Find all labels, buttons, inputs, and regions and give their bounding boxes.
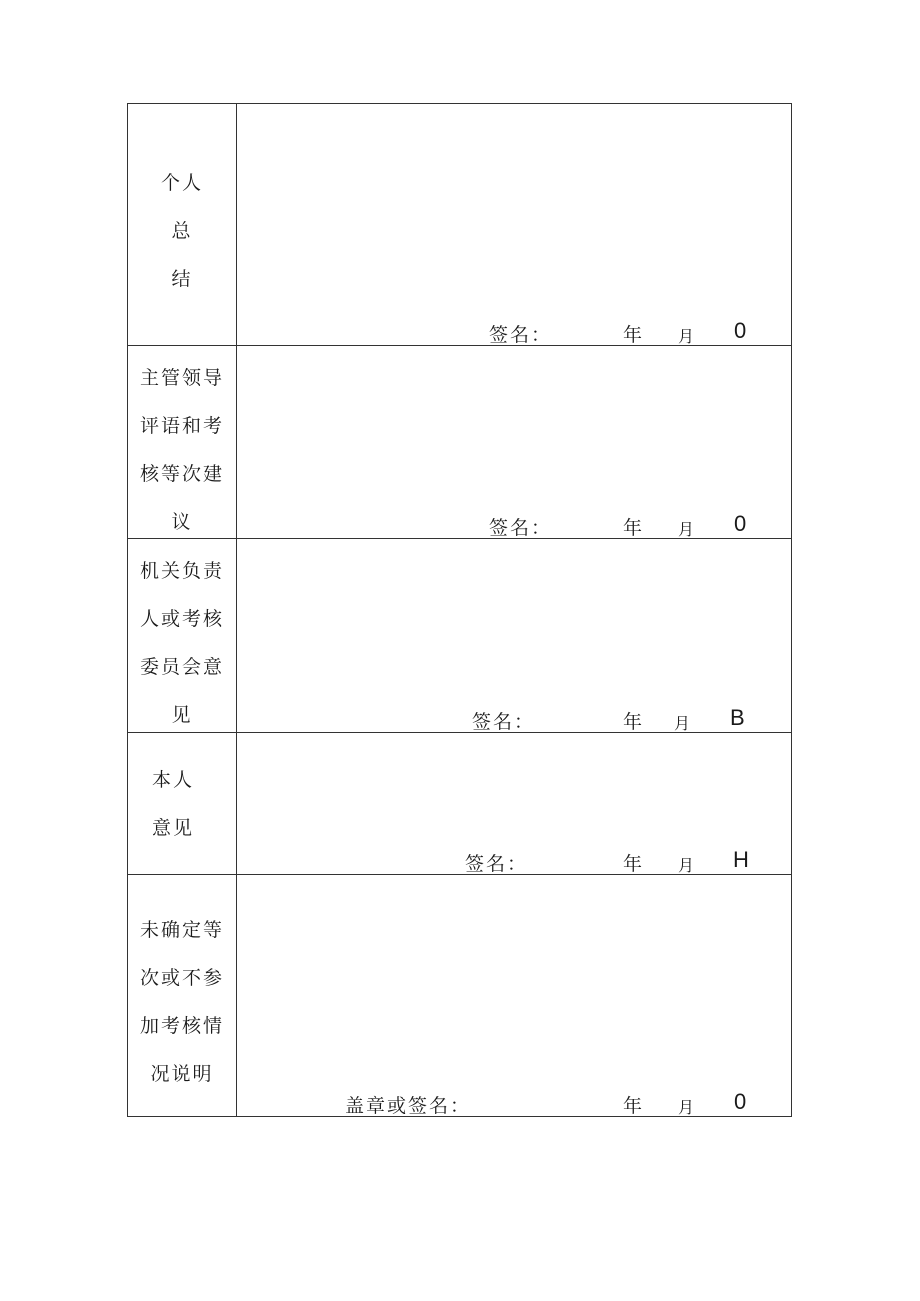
label-line: 况说明 — [150, 1063, 214, 1085]
month-label: 月 — [678, 520, 695, 539]
content-area[interactable] — [237, 346, 792, 539]
row-label-cell — [128, 733, 237, 875]
row-label — [128, 547, 236, 739]
day-mark: 0 — [734, 511, 747, 536]
label-line: 主管领导 — [139, 367, 224, 389]
label-line: 核等次建 — [139, 463, 224, 485]
row-label-cell — [128, 875, 237, 1117]
label-line: 议 — [171, 511, 193, 533]
signature-label: 盖章或签名： — [345, 1095, 472, 1117]
label-line: 加考核情 — [139, 1015, 224, 1037]
label-line: 评语和考 — [139, 415, 224, 437]
year-label: 年 — [623, 1095, 643, 1117]
signature-label: 签名： — [465, 853, 529, 875]
year-label: 年 — [623, 324, 643, 346]
label-line: 委员会意 — [139, 656, 224, 678]
label-line: 意见 — [152, 817, 195, 839]
table-row — [128, 346, 792, 539]
assessment-form-table — [127, 103, 792, 1117]
table-row — [128, 539, 792, 733]
year-label: 年 — [623, 517, 643, 539]
label-line: 本人 — [152, 769, 195, 791]
label-line: 未确定等 — [139, 919, 224, 941]
month-label: 月 — [678, 327, 695, 346]
signature-label: 签名： — [489, 517, 553, 539]
label-line: 次或不参 — [139, 967, 224, 989]
content-area[interactable] — [237, 539, 792, 733]
row-label-cell — [128, 104, 237, 346]
content-area[interactable] — [237, 875, 792, 1117]
row-label-cell — [128, 346, 237, 539]
content-area[interactable] — [237, 733, 792, 875]
row-label-cell — [128, 539, 237, 733]
signature-label: 签名： — [489, 324, 553, 346]
day-mark: H — [733, 847, 749, 872]
table-row — [128, 875, 792, 1117]
table-row — [128, 104, 792, 346]
year-label: 年 — [623, 711, 643, 733]
day-mark: B — [730, 705, 745, 730]
label-line: 总 — [171, 220, 193, 242]
day-mark: 0 — [734, 318, 747, 343]
month-label: 月 — [678, 1098, 695, 1117]
signature-label: 签名： — [472, 711, 536, 733]
year-label: 年 — [623, 853, 643, 875]
row-label — [128, 354, 236, 546]
row-label — [152, 756, 236, 852]
label-line: 机关负责 — [139, 560, 224, 582]
row-label — [128, 159, 236, 303]
label-line: 人或考核 — [139, 608, 224, 630]
table-row — [128, 733, 792, 875]
month-label: 月 — [674, 714, 691, 733]
content-area[interactable] — [237, 104, 792, 346]
label-line: 个人 — [160, 172, 203, 194]
label-line: 结 — [171, 268, 193, 290]
month-label: 月 — [678, 856, 695, 875]
day-mark: 0 — [734, 1089, 747, 1114]
row-label — [128, 906, 236, 1098]
label-line: 见 — [171, 704, 193, 726]
